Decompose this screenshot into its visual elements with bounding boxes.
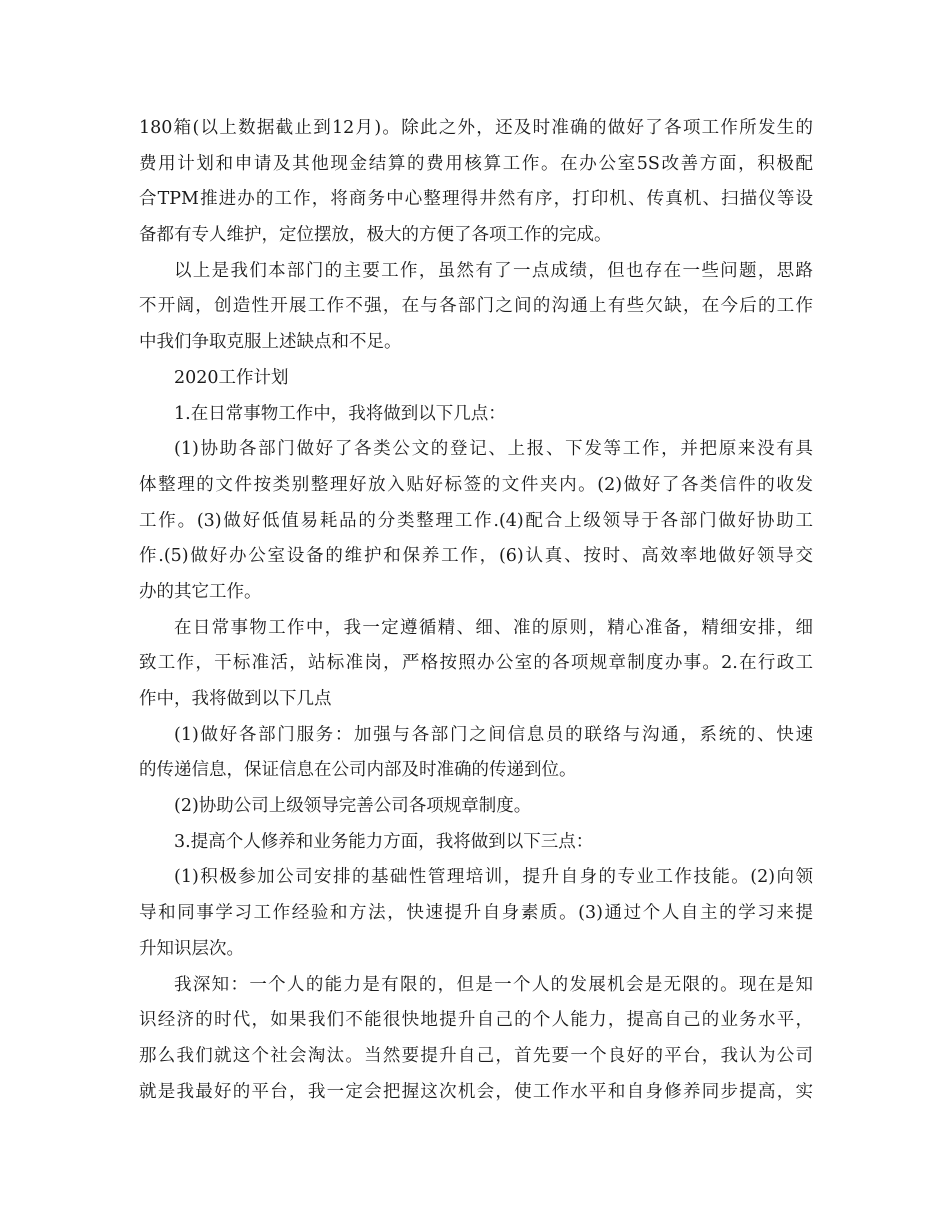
text-line: 1.在日常事物工作中，我将做到以下几点： xyxy=(174,403,506,424)
text-line: 导和同事学习工作经验和方法，快速提升自身素质。(3)通过个人自主的学习来提 xyxy=(139,903,813,924)
text-line: 我深知：一个人的能力是有限的，但是一个人的发展机会是无限的。现在是知 xyxy=(174,974,813,995)
text-line: 就是我最好的平台，我一定会把握这次机会，使工作水平和自身修养同步提高，实 xyxy=(139,1081,813,1102)
document-body xyxy=(139,111,813,1110)
text-line: 以上是我们本部门的主要工作，虽然有了一点成绩，但也存在一些问题，思路 xyxy=(174,260,813,281)
text-line: 那么我们就这个社会淘汰。当然要提升自己，首先要一个良好的平台，我认为公司 xyxy=(139,1045,813,1066)
text-line: 在日常事物工作中，我一定遵循精、细、准的原则，精心准备，精细安排，细 xyxy=(174,617,813,638)
text-line: (2)协助公司上级领导完善公司各项规章制度。 xyxy=(174,796,532,817)
text-line: (1)积极参加公司安排的基础性管理培训，提升自身的专业工作技能。(2)向领 xyxy=(174,867,813,888)
text-line: 180箱(以上数据截止到12月)。除此之外，还及时准确的做好了各项工作所发生的 xyxy=(139,118,813,138)
text-line: 不开阔，创造性开展工作不强，在与各部门之间的沟通上有些欠缺，在今后的工作 xyxy=(139,296,813,317)
text-line: 作中，我将做到以下几点 xyxy=(139,689,332,709)
text-line: 合TPM推进办的工作，将商务中心整理得井然有序，打印机、传真机、扫描仪等设 xyxy=(139,189,813,210)
text-line: 识经济的时代，如果我们不能很快地提升自己的个人能力，提高自己的业务水平， xyxy=(139,1010,813,1031)
text-line: 体整理的文件按类别整理好放入贴好标签的文件夹内。(2)做好了各类信件的收发 xyxy=(139,474,813,495)
text-line: 中我们争取克服上述缺点和不足。 xyxy=(139,332,402,353)
text-line: 办的其它工作。 xyxy=(139,581,262,602)
text-line: 2020工作计划 xyxy=(174,367,289,388)
text-line: 备都有专人维护，定位摆放，极大的方便了各项工作的完成。 xyxy=(139,225,612,246)
text-line: 费用计划和申请及其他现金结算的费用核算工作。在办公室5S改善方面，积极配 xyxy=(139,153,813,174)
text-line: 3.提高个人修养和业务能力方面，我将做到以下三点： xyxy=(174,831,594,852)
text-line: 的传递信息，保证信息在公司内部及时准确的传递到位。 xyxy=(139,760,577,781)
text-line: (1)做好各部门服务：加强与各部门之间信息员的联络与沟通，系统的、快速 xyxy=(174,724,813,745)
text-line: 升知识层次。 xyxy=(139,938,244,959)
text-line: 作.(5)做好办公室设备的维护和保养工作，(6)认真、按时、高效率地做好领导交 xyxy=(139,546,813,567)
text-line: 工作。(3)做好低值易耗品的分类整理工作.(4)配合上级领导于各部门做好协助工 xyxy=(139,510,813,531)
text-line: 致工作，干标准活，站标准岗，严格按照办公室的各项规章制度办事。2.在行政工 xyxy=(139,653,813,674)
text-line: (1)协助各部门做好了各类公文的登记、上报、下发等工作，并把原来没有具 xyxy=(174,439,813,460)
